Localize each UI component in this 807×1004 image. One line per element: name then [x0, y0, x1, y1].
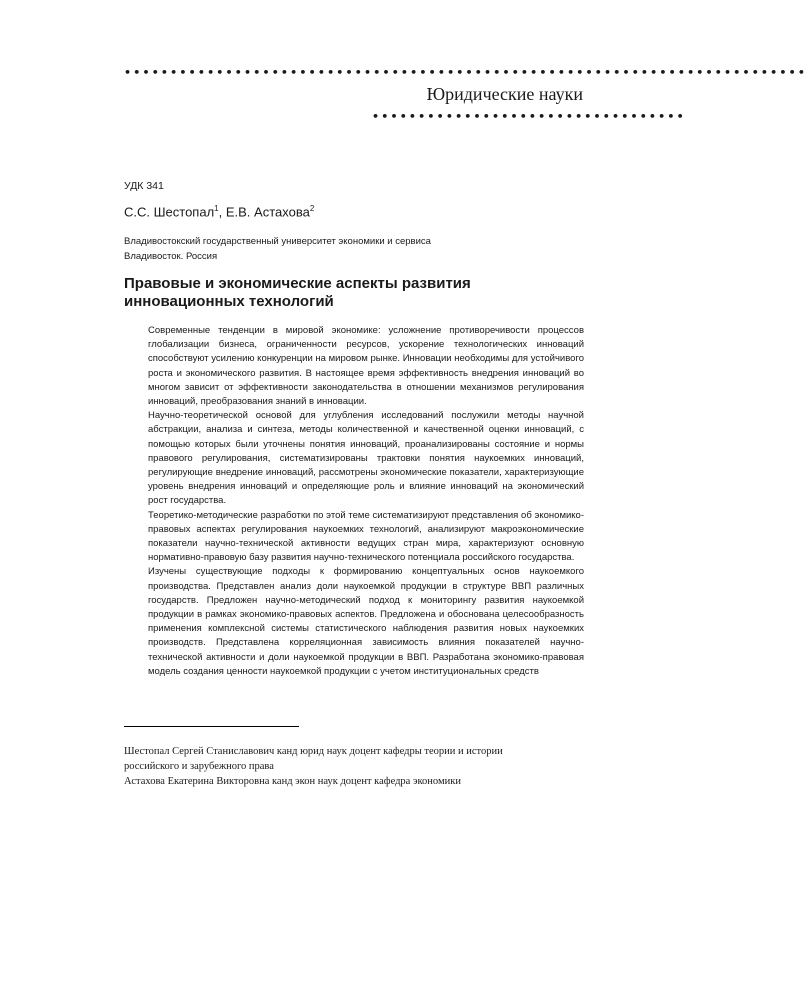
- authors-line: [124, 204, 314, 219]
- author-2-footnote-mark: 2: [309, 204, 315, 213]
- author-2: Е.В. Астахова: [225, 204, 310, 220]
- abstract-paragraph: Современные тенденции в мировой экономике: усложнение противоречивости процессов глобализации бизнеса, ограниченности ресурсов, ускорение технологических инноваций способствуют усилению конкуренции на мировом рынке. Инновации необходимы для устойчивого роста и экономического развития. В настоящее время эффективность внедрения инноваций во многом зависит от эффективности законодательства в отношении механизмов регулирования инноваций, преобразования знаний в инновации.: [148, 325, 584, 408]
- affiliation-city: Владивосток. Россия: [124, 251, 218, 262]
- article-title: [124, 275, 594, 311]
- header-dotted-rule-bottom: ••••••••••••••••••••••••••••••••••: [372, 110, 686, 123]
- footnote-1-line-1: Шестопал Сергей Станиславович канд юрид наук доцент кафедры теории и истории: [124, 746, 503, 757]
- affiliation-university: Владивостокский государственный университет экономики и сервиса: [124, 236, 431, 247]
- udk-code: УДК 341: [124, 180, 164, 192]
- author-1: С.С. Шестопал: [124, 204, 215, 220]
- abstract-paragraph: Теоретико-методические разработки по этой теме систематизируют представления об экономико-правовых аспектах регулирования наукоемких технологий, анализируют макроэкономические показатели научно-технической активности ведущих стран мира, характеризуют основную нормативно-правовую базу развития научно-технического потенциала российского государства.: [148, 509, 584, 564]
- footnote-separator: [124, 726, 299, 727]
- footnote-2-line-1: Астахова Екатерина Викторовна канд экон наук доцент кафедра экономики: [124, 776, 461, 787]
- article-title-line-1: Правовые и экономические аспекты развития: [124, 275, 471, 292]
- author-separator: ,: [218, 204, 226, 220]
- abstract: [148, 324, 584, 679]
- footnotes: [124, 744, 584, 789]
- affiliation: [124, 234, 431, 264]
- author-1-footnote-mark: 1: [214, 204, 219, 213]
- abstract-paragraph: Научно-теоретической основой для углубления исследований послужили методы научной абстракции, анализа и синтеза, методы количественной и качественной оценки инноваций, с помощью которых были уточнены понятия инноваций, проанализированы состояние и нормы правового регулирования, систематизированы трактовки понятия наукоемких инноваций, регулирующие внедрение инноваций, рассмотрены экономические показатели, характеризующие уровень внедрения инноваций и определяющие роль и влияние инноваций на экономический рост государства.: [148, 410, 584, 507]
- article-title-line-2: инновационных технологий: [124, 293, 334, 310]
- abstract-paragraph: Изучены существующие подходы к формированию концептуальных основ наукоемкого производства. Представлен анализ доли наукоемкой продукции в структуре ВВП различных государств. Предложен научно-методический подход к мониторингу развития наукоемкой продукции в рамках экономико-правовых аспектов. Предложена и обоснована целесообразность применения комплексной системы статистического наблюдения развития новых наукоемких производств. Представлена корреляционная зависимость влияния показателей научно-технической активности и доли наукоемкой продукции в ВВП. Разработана экономико-правовая модель создания ценности наукоемкой продукции с учетом институциональных средств: [148, 566, 584, 677]
- header-dotted-rule-top: ••••••••••••••••••••••••••••••••••••••••••••••••••••••••••••••••••••••••••: [124, 66, 807, 79]
- section-title: Юридические науки: [426, 84, 583, 104]
- footnote-1-line-2: российского и зарубежного права: [124, 761, 274, 772]
